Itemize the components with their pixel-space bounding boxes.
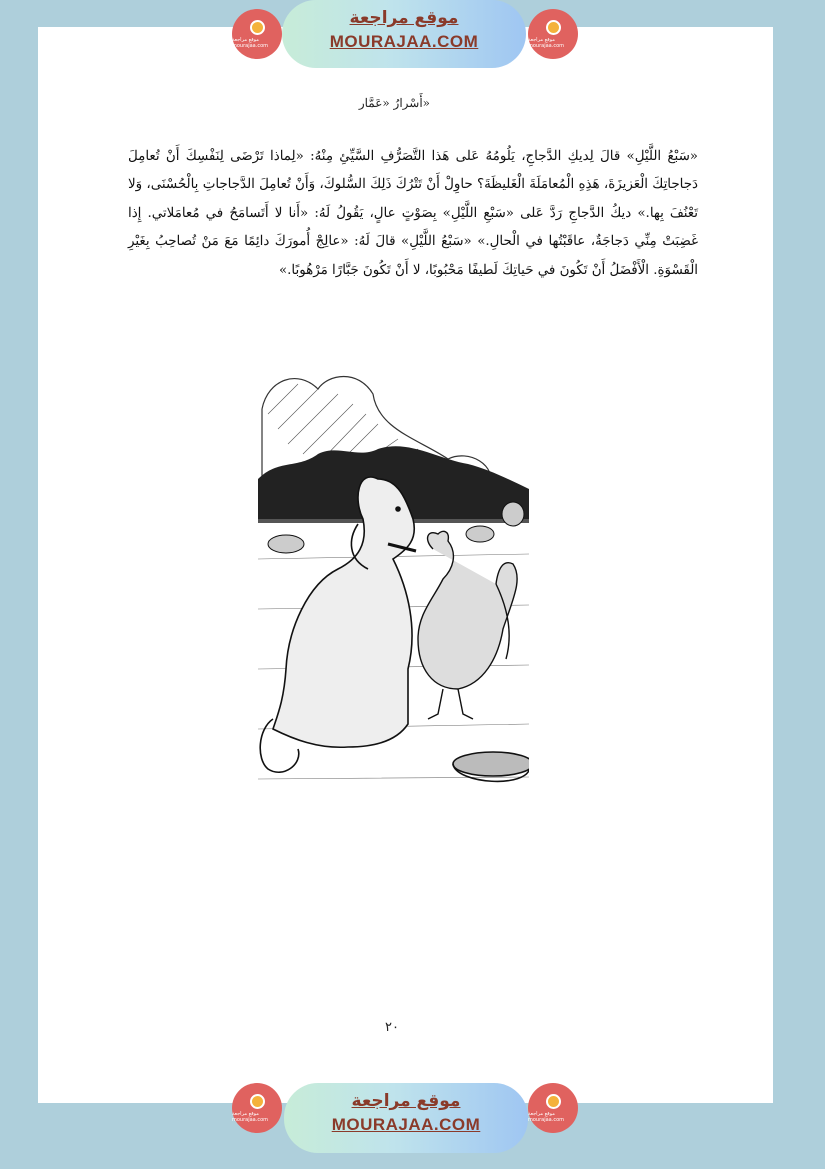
- badge-text: موقع مراجعة mourajaa.com: [528, 36, 565, 49]
- site-logo-badge-right: [528, 1083, 578, 1133]
- logo-icon: [546, 1094, 561, 1109]
- site-logo-badge-left: [232, 1083, 282, 1133]
- site-link-pill[interactable]: [284, 1083, 528, 1153]
- site-title-en[interactable]: MOURAJAA.COM: [331, 1115, 481, 1134]
- bottom-site-banner[interactable]: [0, 1083, 825, 1155]
- site-title-en[interactable]: MOURAJAA.COM: [329, 32, 479, 51]
- logo-icon: [250, 20, 265, 35]
- site-link-pill[interactable]: [282, 0, 526, 68]
- badge-text: موقع مراجعة mourajaa.com: [232, 36, 269, 49]
- badge-text: موقع مراجعة mourajaa.com: [528, 1110, 565, 1123]
- story-paragraph: «سَبْعُ اللَّيْلِ» قالَ لِديكِ الدَّجاجِ، يَلُومُهُ عَلى هَذا التَّصَرُّفِ السَّيِّئِ مِنْهُ: «لِماذا تَرْضَى لِنَفْسِكَ أَنْ تُعامِلَ دَجاجاتِكَ الْعَزيزَةَ، هَذِهِ الْمُعامَلَةَ الْغَليظَةَ؟ حاوِلْ أَنْ تَتْرُكَ ذَلِكَ السُّلوكَ، وَأَنْ تُعامِلَ الدَّجاجاتِ بِالْحُسْنَى، وَلا تَعْنُفَ بِها.» ديكُ الدَّجاجِ رَدَّ عَلى «سَبْعِ اللَّيْلِ» بِصَوْتٍ عالٍ، يَقُولُ لَهُ: «أَنا لا أَتَسامَحُ في مُعامَلاتي. إِذا غَضِبَتْ مِنِّي دَجاجَةٌ، عاقَبْتُها في الْحالِ.» «سَبْعُ اللَّيْلِ» قالَ لَهُ: «عالِجْ أُمورَكَ دائِمًا مَعَ مَنْ تُصاحِبُ بِغَيْرِ الْقَسْوَةِ. الْأَفْضَلُ أَنْ تَكُونَ في حَياتِكَ لَطيفًا مَحْبُوبًا، لا أَنْ تَكُونَ جَبَّارًا مَرْهُوبًا.»: [128, 149, 698, 278]
- badge-text: موقع مراجعة mourajaa.com: [232, 1110, 269, 1123]
- top-site-banner[interactable]: [0, 0, 825, 72]
- site-logo-badge-right: [528, 9, 578, 59]
- site-title-ar[interactable]: موقع مراجعة: [351, 1091, 461, 1111]
- dog-rooster-hens-illustration: [258, 369, 529, 795]
- logo-icon: [546, 20, 561, 35]
- site-title-ar[interactable]: موقع مراجعة: [349, 8, 459, 28]
- logo-icon: [250, 1094, 265, 1109]
- site-logo-badge-left: [232, 9, 282, 59]
- page-number: ٢٠: [385, 1020, 399, 1035]
- story-text: [128, 143, 698, 285]
- running-header: أَسْرارُ «عَمَّار»: [358, 96, 430, 110]
